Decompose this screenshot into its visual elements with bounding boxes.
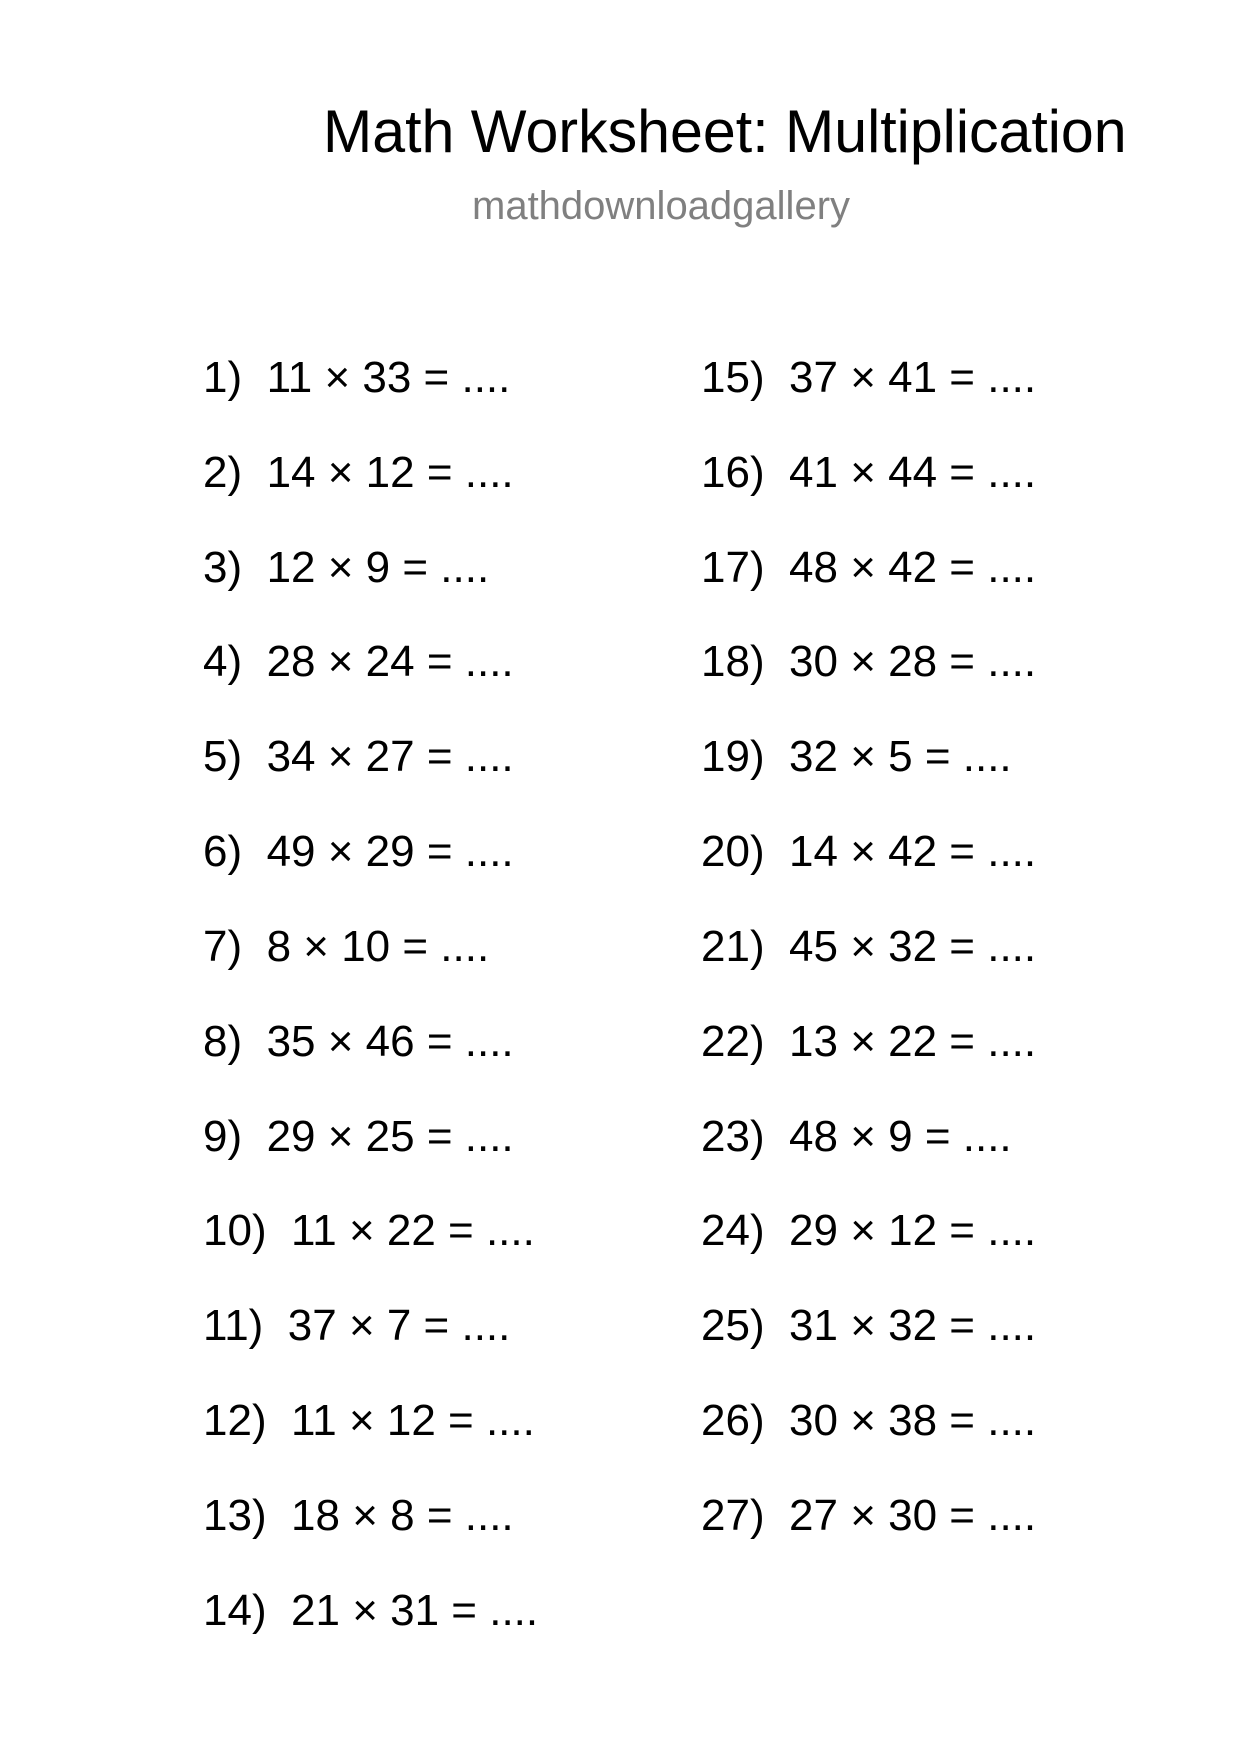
page-title-text: Math Worksheet: Multiplication [323, 98, 1127, 165]
problem-item: 2) 14 × 12 = .... [203, 448, 514, 497]
problem-item: 15) 37 × 41 = .... [701, 353, 1037, 402]
problem-item: 17) 48 × 42 = .... [701, 543, 1037, 592]
problem-item: 11) 37 × 7 = .... [203, 1301, 511, 1350]
problem-item: 20) 14 × 42 = .... [701, 827, 1037, 876]
problem-item: 6) 49 × 29 = .... [203, 827, 514, 876]
problem-item: 16) 41 × 44 = .... [701, 448, 1037, 497]
problem-item: 7) 8 × 10 = .... [203, 922, 490, 971]
problem-item: 22) 13 × 22 = .... [701, 1017, 1037, 1066]
problem-item: 8) 35 × 46 = .... [203, 1017, 514, 1066]
problem-item: 1) 11 × 33 = .... [203, 353, 511, 402]
problem-item: 21) 45 × 32 = .... [701, 922, 1037, 971]
problem-item: 19) 32 × 5 = .... [701, 732, 1012, 781]
problem-item: 14) 21 × 31 = .... [203, 1586, 539, 1635]
problem-item: 5) 34 × 27 = .... [203, 732, 514, 781]
problem-item: 10) 11 × 22 = .... [203, 1206, 535, 1255]
problem-item: 26) 30 × 38 = .... [701, 1396, 1037, 1445]
page-subtitle: mathdownloadgallery [472, 184, 851, 228]
problem-item: 3) 12 × 9 = .... [203, 543, 490, 592]
problem-item: 24) 29 × 12 = .... [701, 1206, 1037, 1255]
problem-item: 27) 27 × 30 = .... [701, 1491, 1037, 1540]
problem-item: 23) 48 × 9 = .... [701, 1112, 1012, 1161]
problem-item: 25) 31 × 32 = .... [701, 1301, 1037, 1350]
problem-item: 9) 29 × 25 = .... [203, 1112, 514, 1161]
problem-item: 13) 18 × 8 = .... [203, 1491, 514, 1540]
problem-item: 18) 30 × 28 = .... [701, 637, 1037, 686]
problem-item: 12) 11 × 12 = .... [203, 1396, 535, 1445]
problem-item: 4) 28 × 24 = .... [203, 637, 514, 686]
